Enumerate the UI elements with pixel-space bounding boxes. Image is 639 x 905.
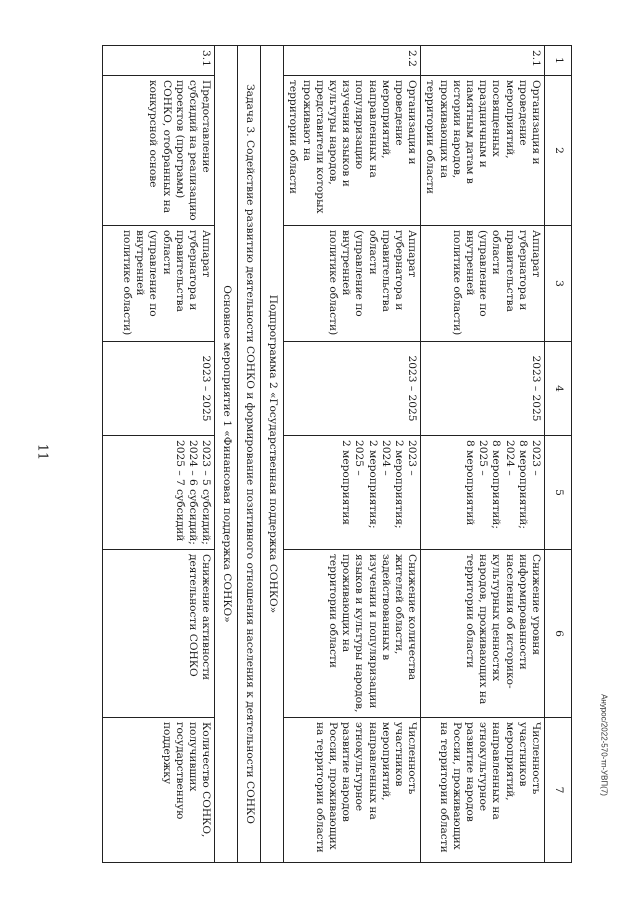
indicator: Количество СОНКО, получивших государственную поддержку <box>103 718 215 863</box>
row-number: 3.1 <box>103 46 215 76</box>
col-header-2: 2 <box>545 76 572 226</box>
result-line: 8 мероприятий; <box>490 440 503 529</box>
result-line: 2023 – <box>406 440 419 476</box>
table-row <box>284 46 421 863</box>
task-title: Задача 3. Содействие развитию деятельности СОНКО и формирование позитивного отношения населения к деятельности СОНКО <box>238 46 261 863</box>
event-name: Предоставление субсидий на реализацию проектов (программ) СОНКО, отобранных на конкурсной основе <box>103 76 215 226</box>
row-number: 2.2 <box>284 46 421 76</box>
main-event-title: Основное мероприятие 1 «Финансовая поддержка СОНКО» <box>215 46 238 863</box>
result-line: 8 мероприятий <box>463 440 476 526</box>
period: 2023 – 2025 <box>103 342 215 436</box>
main-event-row <box>215 46 238 863</box>
period: 2023 – 2025 <box>421 342 545 436</box>
expected-result <box>284 436 421 550</box>
executor: Аппарат губернатора и правительства области (управление по внутренней политике области) <box>103 226 215 342</box>
subprogram-row <box>261 46 284 863</box>
non-implementation-consequence: Снижение уровня информированности населения об историко-культурных ценностях народов, проживающих на территории области <box>421 550 545 718</box>
result-line: 2024 – <box>503 440 516 476</box>
header-row <box>545 46 572 863</box>
col-header-4: 4 <box>545 342 572 436</box>
result-line: 8 мероприятий; <box>516 440 529 529</box>
result-line: 2024 – <box>379 440 392 476</box>
executor: Аппарат губернатора и правительства области (управление по внутренней политике области) <box>284 226 421 342</box>
col-header-1: 1 <box>545 46 572 76</box>
table-row <box>421 46 545 863</box>
result-line: 2 мероприятия; <box>366 440 379 529</box>
expected-result <box>103 436 215 550</box>
rotated-table-container <box>72 45 572 862</box>
event-name: Организация и проведение мероприятий, посвященных праздничным и памятным датам в истории народов, проживающих на территории области <box>421 76 545 226</box>
result-line: 2023 – <box>530 440 542 476</box>
period: 2023 – 2025 <box>284 342 421 436</box>
page-number: 11 <box>34 443 50 461</box>
col-header-7: 7 <box>545 718 572 863</box>
task-row <box>238 46 261 863</box>
result-line: 2023 – 5 субсидий; <box>200 440 213 545</box>
col-header-3: 3 <box>545 226 572 342</box>
expected-result <box>421 436 545 550</box>
col-header-5: 5 <box>545 436 572 550</box>
col-header-6: 6 <box>545 550 572 718</box>
result-line: 2 мероприятия <box>340 440 353 525</box>
event-name: Организация и проведение мероприятий, направленных на популяризацию изучения языков и культуры народов, представители которых проживают на территории области <box>284 76 421 226</box>
result-line: 2024 – 6 субсидий; <box>186 440 199 545</box>
result-line: 2025 – 7 субсидий <box>173 440 186 542</box>
result-line: 2025 – <box>477 440 490 476</box>
row-number: 2.1 <box>421 46 545 76</box>
footer-code: Анурос/2022-570-тп-УВП(7) <box>599 694 609 796</box>
table-row <box>103 46 215 863</box>
indicator: Численность участников мероприятий, направленных на этнокультурное развитие народов России, проживающих на территории области <box>284 718 421 863</box>
result-line: 2 мероприятия; <box>392 440 405 529</box>
non-implementation-consequence: Снижение количества жителей области, задействованных в изучении и популяризации языков и культуры народов, проживающих на территории области <box>284 550 421 718</box>
events-table <box>102 45 572 863</box>
non-implementation-consequence: Снижение активности деятельности СОНКО <box>103 550 215 718</box>
executor: Аппарат губернатора и правительства области (управление по внутренней политике области) <box>421 226 545 342</box>
indicator: Численность участников мероприятий, направленных на этнокультурное развитие народов России, проживающих на территории области <box>421 718 545 863</box>
subprogram-title: Подпрограмма 2 «Государственная поддержка СОНКО» <box>261 46 284 863</box>
result-line: 2025 – <box>353 440 366 476</box>
